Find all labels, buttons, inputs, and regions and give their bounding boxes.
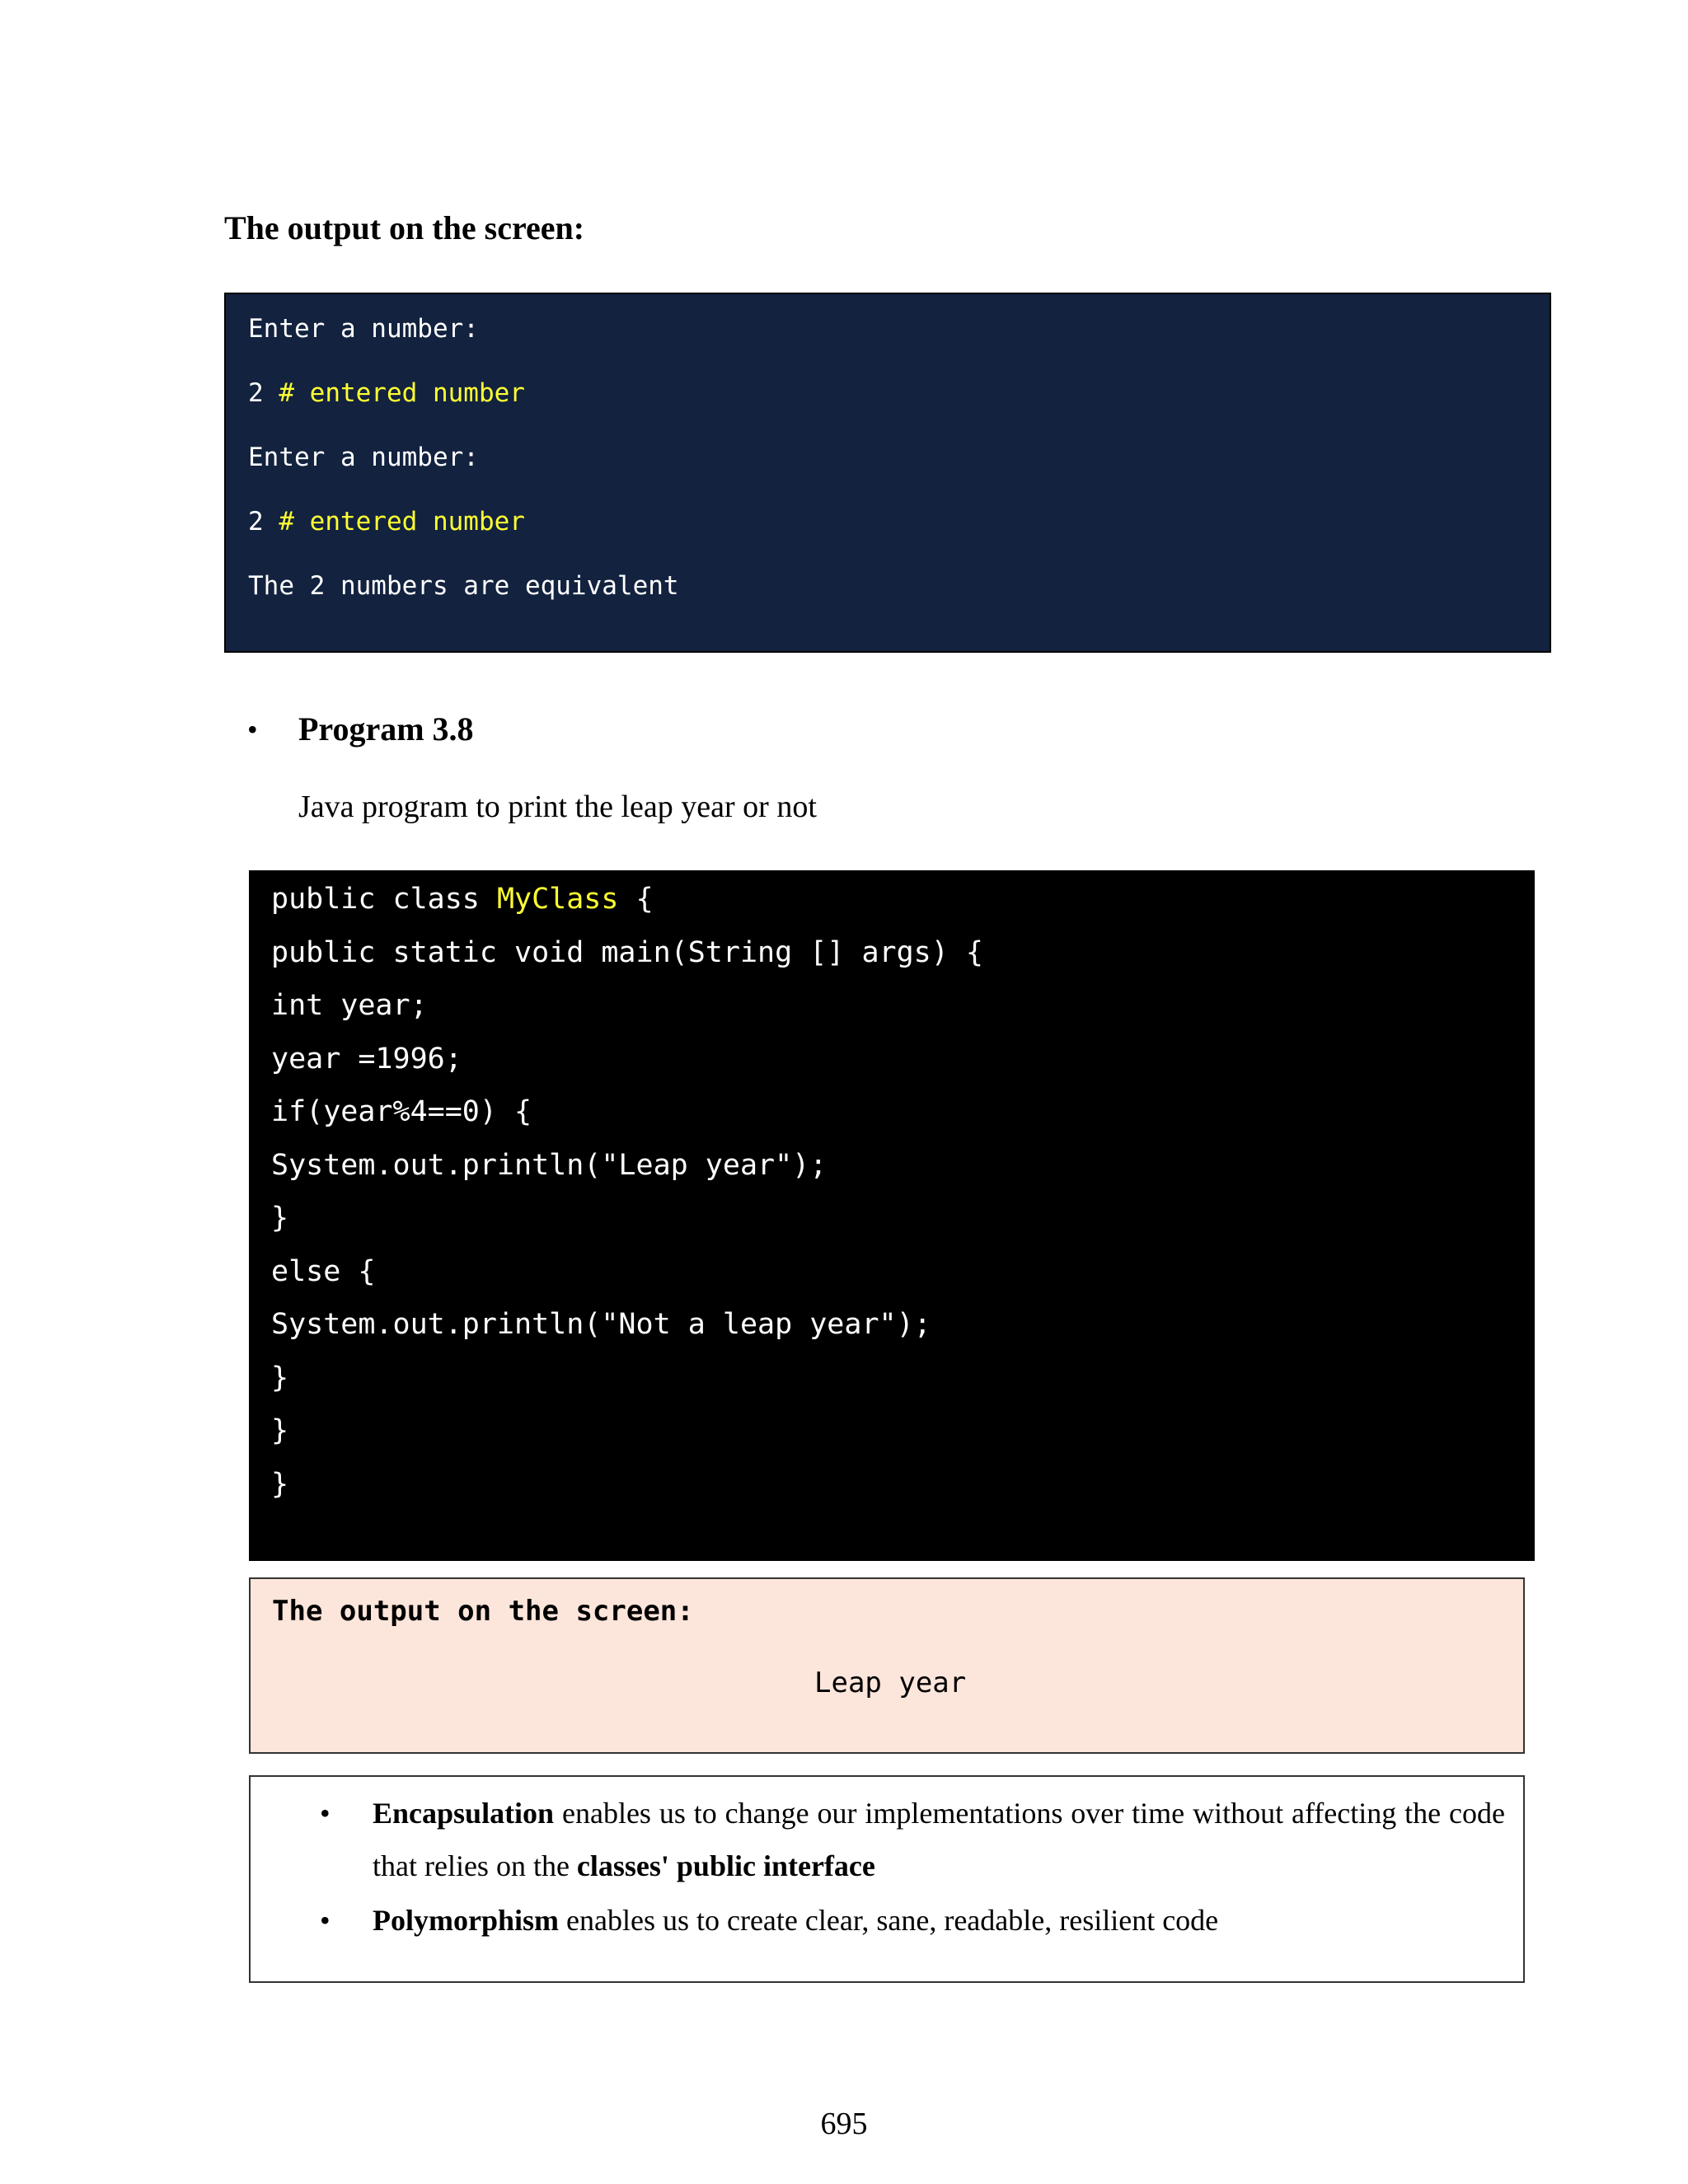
console-line: 2 # entered number: [248, 507, 525, 537]
code-line: System.out.println("Leap year");: [271, 1149, 828, 1182]
output-label: The output on the screen:: [272, 1595, 694, 1628]
program-description: Java program to print the leap year or not: [298, 790, 817, 824]
note-text: Encapsulation enables us to change our implementations over time without affecting the code that relies on the classes' public interface: [373, 1797, 1505, 1882]
console-line: 2 # entered number: [248, 378, 525, 408]
code-line: }: [271, 1468, 289, 1501]
bullet-icon: •: [320, 1797, 331, 1830]
program-title: Program 3.8: [298, 710, 474, 748]
code-line: System.out.println("Not a leap year");: [271, 1308, 931, 1341]
code-line: if(year%4==0) {: [271, 1095, 532, 1128]
console-line: Enter a number:: [248, 314, 479, 344]
code-line: int year;: [271, 989, 428, 1022]
console-line: Enter a number:: [248, 443, 479, 472]
code-line: else {: [271, 1255, 376, 1288]
class-name: MyClass: [496, 883, 619, 916]
bullet-icon: •: [247, 713, 258, 746]
page-number: 695: [820, 2107, 868, 2141]
code-block: [249, 870, 1535, 1561]
note-box: [249, 1775, 1525, 1983]
output-box: [249, 1577, 1525, 1754]
code-line: }: [271, 1414, 289, 1447]
console-line: The 2 numbers are equivalent: [248, 571, 679, 601]
code-comment: # entered number: [279, 378, 525, 408]
code-line: }: [271, 1202, 289, 1235]
section-heading: The output on the screen:: [224, 209, 585, 246]
code-line: }: [271, 1361, 289, 1394]
bullet-icon: •: [320, 1904, 331, 1937]
console-output-block: [224, 293, 1551, 653]
code-line: public static void main(String [] args) {: [271, 936, 983, 969]
note-text: Polymorphism enables us to create clear, sane, readable, resilient code: [373, 1904, 1219, 1937]
code-line: public class MyClass {: [271, 883, 654, 916]
code-comment: # entered number: [279, 507, 525, 537]
code-line: year =1996;: [271, 1043, 462, 1076]
output-value: Leap year: [814, 1666, 967, 1699]
